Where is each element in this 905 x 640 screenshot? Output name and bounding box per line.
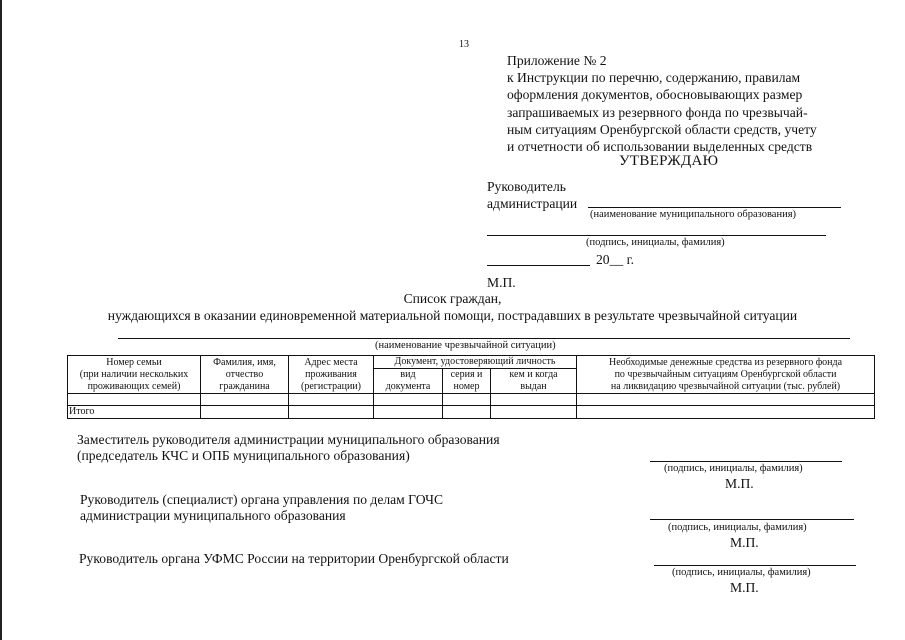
page-number: 13 — [459, 39, 469, 50]
table-cell — [443, 406, 491, 419]
appendix-line: и отчетности об использовании выделенных средств — [507, 139, 813, 155]
appendix-header — [507, 52, 817, 155]
approval-head-line2: администрации — [487, 196, 578, 211]
table-cell — [201, 406, 289, 419]
signatory-deputy-head: Заместитель руководителя администрации муниципального образования (председатель КЧС и ОПБ муниципального образования) — [77, 432, 500, 463]
header-funds: Необходимые денежные средства из резервного фонда по чрезвычайным ситуациям Оренбургской области на ликвидацию чрезвычайной ситуации (тыс. рублей) — [577, 356, 875, 394]
list-title: Список граждан, — [403, 291, 502, 306]
appendix-line: Приложение № 2 — [507, 53, 607, 68]
table-cell — [289, 394, 374, 406]
header-family-number: Номер семьи (при наличии нескольких проживающих семей) — [68, 356, 201, 394]
table-cell — [577, 406, 875, 419]
signature-stamp: М.П. — [730, 535, 759, 550]
appendix-line: к Инструкции по перечню, содержанию, правилам — [507, 70, 801, 86]
approval-signature-underline — [487, 235, 826, 236]
emergency-caption: (наименование чрезвычайной ситуации) — [375, 340, 556, 351]
signatory-gochs-head: Руководитель (специалист) органа управления по делам ГОЧС администрации муниципального образования — [80, 492, 444, 523]
approval-stamp: М.П. — [487, 275, 516, 290]
signature-underline — [654, 565, 856, 566]
total-label: Итого — [68, 406, 201, 419]
table-total-row — [68, 406, 875, 419]
signatory-ufms-head: Руководитель органа УФМС России на территории Оренбургской области — [79, 551, 509, 566]
appendix-line: оформления документов, обосновывающих размер — [507, 87, 803, 103]
header-series-number: серия и номер — [443, 369, 491, 394]
citizens-table — [67, 355, 875, 419]
signature-caption: (подпись, инициалы, фамилия) — [668, 522, 807, 533]
table-cell — [289, 406, 374, 419]
table-cell — [577, 394, 875, 406]
approval-signature-caption: (подпись, инициалы, фамилия) — [586, 237, 725, 248]
signature-stamp: М.П. — [725, 476, 754, 491]
table-cell — [201, 394, 289, 406]
municipality-underline — [588, 207, 841, 208]
header-full-name: Фамилия, имя, отчество гражданина — [201, 356, 289, 394]
table-header-row — [68, 356, 875, 369]
appendix-line: запрашиваемых из резервного фонда по чрезвычай- — [507, 104, 808, 120]
emergency-underline — [118, 338, 850, 339]
signature-underline — [650, 519, 854, 520]
header-identity-document: Документ, удостоверяющий личность — [374, 356, 577, 369]
signature-stamp: М.П. — [730, 580, 759, 595]
signature-underline — [650, 461, 842, 462]
table-row — [68, 394, 875, 406]
approval-date: 20__ г. — [596, 252, 635, 267]
header-address: Адрес места проживания (регистрации) — [289, 356, 374, 394]
list-subtitle: нуждающихся в оказании единовременной материальной помощи, пострадавших в результате чрезвычайной ситуации — [107, 308, 798, 323]
approval-head-label — [487, 178, 577, 212]
header-issued-by: кем и когда выдан — [491, 369, 577, 394]
table-cell — [68, 394, 201, 406]
table-cell — [374, 406, 443, 419]
table-cell — [491, 394, 577, 406]
table-cell — [374, 394, 443, 406]
date-underline — [487, 265, 590, 266]
header-document-type: вид документа — [374, 369, 443, 394]
approval-title: УТВЕРЖДАЮ — [619, 153, 719, 169]
table-cell — [491, 406, 577, 419]
approval-head-line1: Руководитель — [487, 179, 566, 194]
appendix-line: ным ситуациям Оренбургской области средств, учету — [507, 121, 817, 137]
signature-caption: (подпись, инициалы, фамилия) — [664, 463, 803, 474]
signature-caption: (подпись, инициалы, фамилия) — [672, 567, 811, 578]
table-cell — [443, 394, 491, 406]
municipality-caption: (наименование муниципального образования) — [590, 209, 797, 220]
